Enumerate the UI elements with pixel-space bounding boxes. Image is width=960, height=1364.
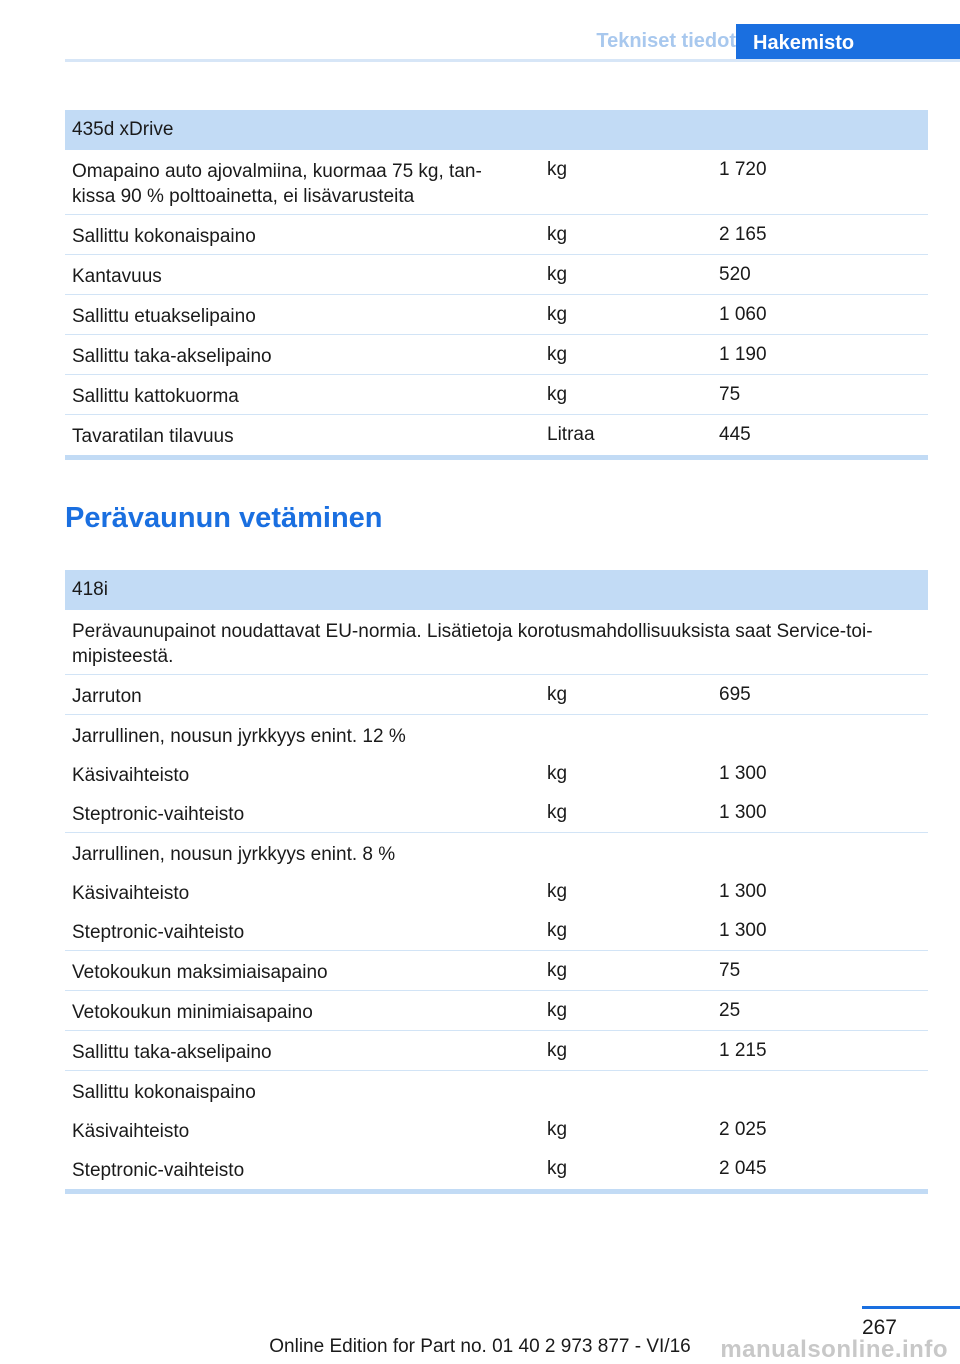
page-number-rule bbox=[862, 1306, 960, 1309]
row-label: Steptronic-vaihteisto bbox=[72, 1160, 245, 1181]
row-label: Käsivaihteisto bbox=[72, 1121, 190, 1142]
table-row bbox=[65, 415, 928, 455]
table-end-rule bbox=[65, 455, 928, 460]
row-label: Jarrullinen, nousun jyrkkyys enint. 12 % bbox=[72, 726, 406, 747]
row-unit: kg bbox=[547, 802, 568, 823]
table-row bbox=[65, 951, 928, 991]
table-row bbox=[65, 833, 928, 872]
row-label: Sallittu taka-akselipaino bbox=[72, 346, 272, 367]
row-value: 1 300 bbox=[719, 763, 767, 784]
row-unit: kg bbox=[547, 960, 568, 981]
table-row bbox=[65, 793, 928, 833]
tab-tekniset-tiedot[interactable]: Tekniset tiedot bbox=[596, 30, 736, 52]
page-number: 267 bbox=[861, 1316, 897, 1339]
table-row bbox=[65, 215, 928, 255]
table-note bbox=[65, 610, 928, 675]
row-unit: kg bbox=[547, 1119, 568, 1140]
table-row bbox=[65, 1071, 928, 1110]
row-unit: kg bbox=[547, 224, 568, 245]
row-value: 1 300 bbox=[719, 881, 767, 902]
row-value: 2 025 bbox=[719, 1119, 767, 1140]
table-end-rule bbox=[65, 1189, 928, 1194]
row-unit: kg bbox=[547, 1040, 568, 1061]
row-unit: kg bbox=[547, 684, 568, 705]
table-row bbox=[65, 715, 928, 754]
row-label: Kantavuus bbox=[72, 266, 162, 287]
table-row bbox=[65, 754, 928, 793]
row-label: Vetokoukun maksimiaisapaino bbox=[72, 962, 328, 983]
row-unit: kg bbox=[547, 384, 568, 405]
header-rule bbox=[65, 59, 960, 62]
row-value: 1 300 bbox=[719, 920, 767, 941]
watermark: manualsonline.info bbox=[720, 1336, 948, 1363]
row-unit: kg bbox=[547, 159, 568, 180]
table-row bbox=[65, 1110, 928, 1149]
row-label: Sallittu kattokuorma bbox=[72, 386, 239, 407]
row-label: Tavaratilan tilavuus bbox=[72, 426, 234, 447]
row-label: Sallittu taka-akselipaino bbox=[72, 1042, 272, 1063]
table-row bbox=[65, 295, 928, 335]
row-value: 25 bbox=[719, 1000, 741, 1021]
row-label: Jarruton bbox=[72, 686, 142, 707]
row-label: Omapaino auto ajovalmiina, kuormaa 75 kg, tankissa 90 % polttoainetta, ei lisävarusteita bbox=[72, 161, 482, 207]
row-unit: kg bbox=[547, 920, 568, 941]
row-unit: kg bbox=[547, 264, 568, 285]
row-unit: Litraa bbox=[547, 424, 595, 445]
row-value: 1 215 bbox=[719, 1040, 767, 1061]
table-row bbox=[65, 911, 928, 951]
table-row bbox=[65, 675, 928, 715]
row-value: 445 bbox=[719, 424, 751, 445]
table-title: 435d xDrive bbox=[65, 110, 928, 150]
row-label: Jarrullinen, nousun jyrkkyys enint. 8 % bbox=[72, 844, 396, 865]
row-label: Sallittu kokonaispaino bbox=[72, 1082, 256, 1103]
row-value: 520 bbox=[719, 264, 751, 285]
table-row bbox=[65, 255, 928, 295]
row-label: Steptronic-vaihteisto bbox=[72, 804, 245, 825]
row-label: Käsivaihteisto bbox=[72, 765, 190, 786]
row-unit: kg bbox=[547, 881, 568, 902]
row-label: Steptronic-vaihteisto bbox=[72, 922, 245, 943]
row-unit: kg bbox=[547, 1000, 568, 1021]
spec-table-435d bbox=[65, 110, 928, 460]
table-row bbox=[65, 1149, 928, 1189]
table-row bbox=[65, 872, 928, 911]
row-value: 75 bbox=[719, 384, 741, 405]
table-row bbox=[65, 335, 928, 375]
row-label: Vetokoukun minimiaisapaino bbox=[72, 1002, 313, 1023]
table-row bbox=[65, 1031, 928, 1071]
table-row bbox=[65, 150, 928, 215]
row-unit: kg bbox=[547, 1158, 568, 1179]
tab-hakemisto[interactable]: Hakemisto bbox=[736, 24, 960, 62]
table-row bbox=[65, 991, 928, 1031]
row-value: 1 060 bbox=[719, 304, 767, 325]
table-title: 418i bbox=[65, 570, 928, 610]
row-label: Sallittu etuakselipaino bbox=[72, 306, 256, 327]
row-unit: kg bbox=[547, 304, 568, 325]
row-value: 1 720 bbox=[719, 159, 767, 180]
row-unit: kg bbox=[547, 344, 568, 365]
row-value: 1 190 bbox=[719, 344, 767, 365]
section-title: Perävaunun vetäminen bbox=[65, 502, 383, 534]
row-value: 2 045 bbox=[719, 1158, 767, 1179]
row-value: 1 300 bbox=[719, 802, 767, 823]
row-unit: kg bbox=[547, 763, 568, 784]
table-row bbox=[65, 375, 928, 415]
row-value: 695 bbox=[719, 684, 751, 705]
row-label: Sallittu kokonaispaino bbox=[72, 226, 256, 247]
row-label: Käsivaihteisto bbox=[72, 883, 190, 904]
note-text: Perävaunupainot noudattavat EU-normia. Lisätietoja korotusmahdollisuuksista saat Service-toimipisteestä. bbox=[72, 621, 873, 667]
row-value: 75 bbox=[719, 960, 741, 981]
trailer-table-418i bbox=[65, 570, 928, 1194]
row-value: 2 165 bbox=[719, 224, 767, 245]
page-header bbox=[65, 24, 960, 62]
footer-edition: Online Edition for Part no. 01 40 2 973 877 - VI/16 bbox=[269, 1336, 691, 1357]
